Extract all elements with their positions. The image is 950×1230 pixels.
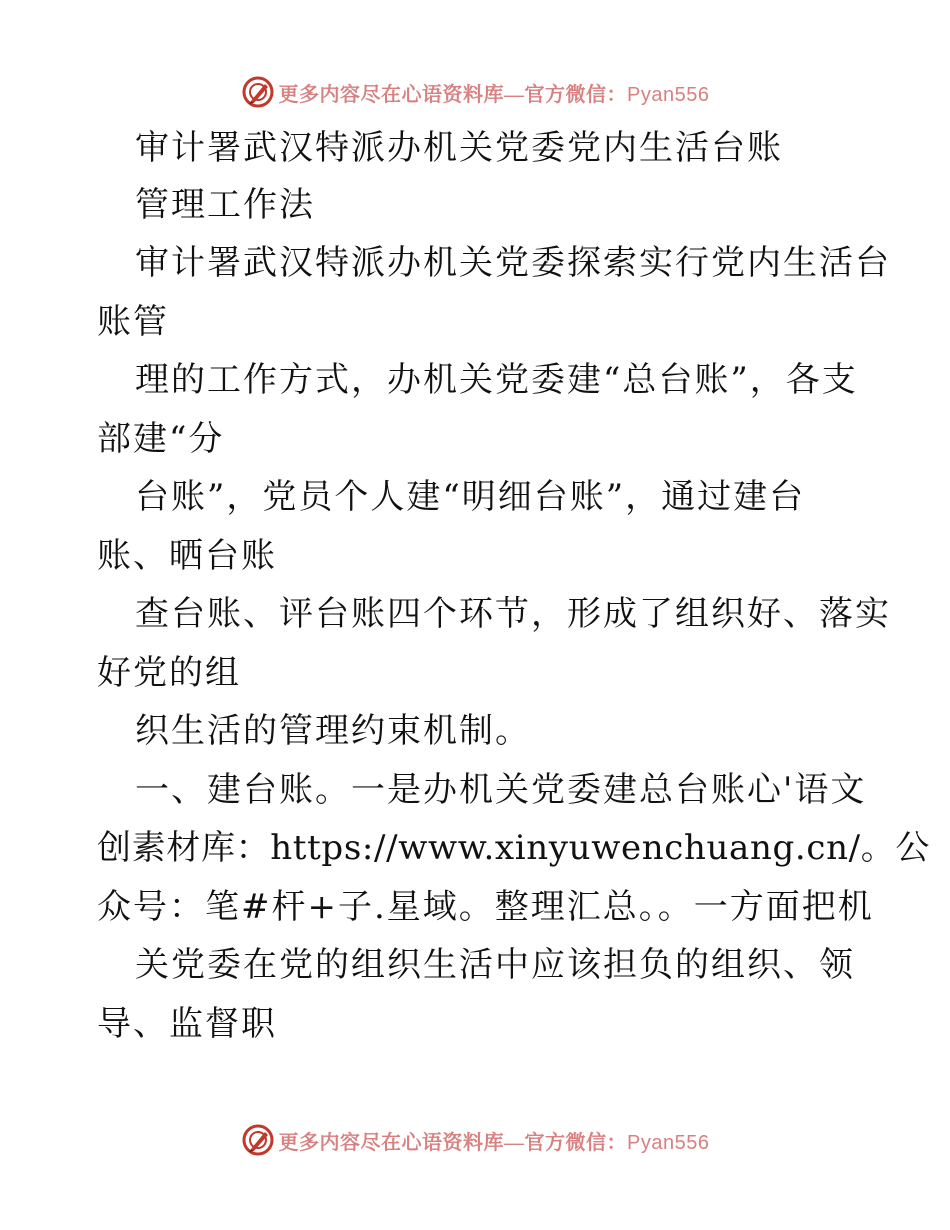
paragraph-line: 查台账、评台账四个环节，形成了组织好、落实 — [135, 594, 891, 634]
pen-logo-icon — [241, 1123, 275, 1157]
paragraph-line: 一、建台账。一是办机关党委建总台账心'语文 — [135, 770, 867, 810]
paragraph-line: 部建“分 — [97, 419, 225, 459]
paragraph-line: 账管 — [97, 302, 169, 342]
paragraph-line: 台账”，党员个人建“明细台账”，通过建台 — [135, 477, 806, 517]
paragraph-line: 众号：笔#杆+子.星域。整理汇总。。一方面把机 — [97, 887, 874, 927]
paragraph-line: 导、监督职 — [97, 1004, 277, 1044]
document-title-line-1: 审计署武汉特派办机关党委党内生活台账 — [135, 128, 783, 168]
footer-banner — [0, 1120, 950, 1160]
paragraph-line: 审计署武汉特派办机关党委探索实行党内生活台 — [135, 243, 891, 283]
footer-banner-text — [279, 1126, 710, 1155]
footer-banner-wechat-id: Pyan556 — [627, 1131, 710, 1154]
header-banner-wechat-id: Pyan556 — [627, 83, 710, 106]
header-banner — [0, 72, 950, 112]
header-banner-text — [279, 78, 710, 107]
header-banner-cn: 更多内容尽在心语资料库—官方微信： — [278, 83, 628, 106]
paragraph-line: 关党委在党的组织生活中应该担负的组织、领 — [135, 945, 855, 985]
paragraph-line: 织生活的管理约束机制。 — [135, 711, 531, 751]
document-title-line-2: 管理工作法 — [135, 185, 315, 225]
paragraph-line: 理的工作方式，办机关党委建“总台账”，各支 — [135, 360, 858, 400]
paragraph-line: 创素材库：https://www.xinyuwenchuang.cn/。公 — [97, 828, 931, 868]
pen-logo-icon — [241, 75, 275, 109]
paragraph-line: 好党的组 — [97, 653, 241, 693]
footer-banner-cn: 更多内容尽在心语资料库—官方微信： — [278, 1131, 628, 1154]
paragraph-line: 账、晒台账 — [97, 536, 277, 576]
